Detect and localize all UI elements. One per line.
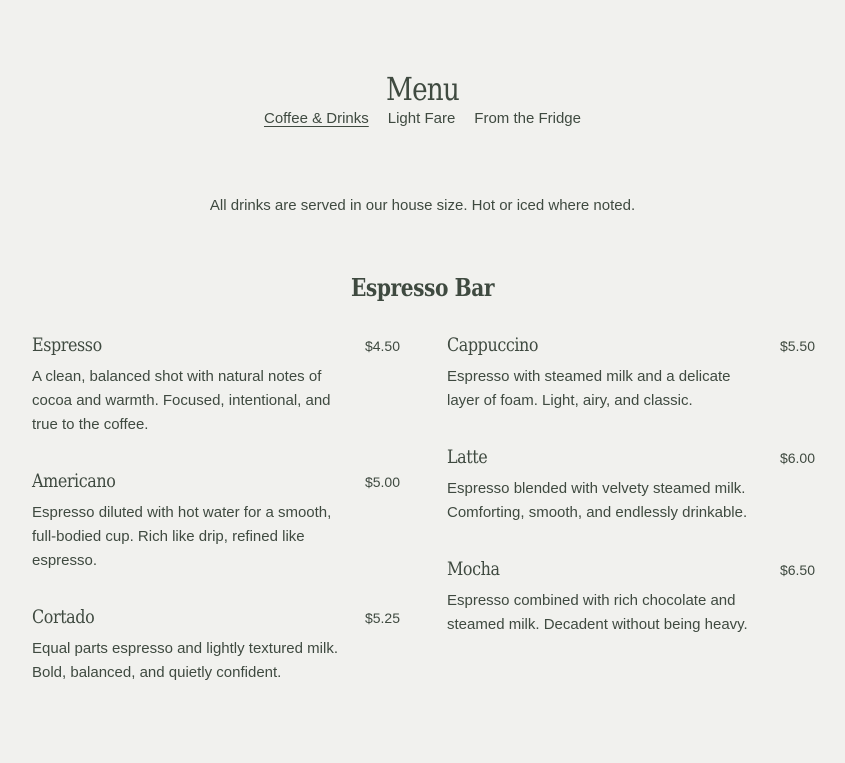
menu-column-left: [32, 332, 400, 740]
item-description: Espresso with steamed milk and a delicate layer of foam. Light, airy, and classic.: [447, 368, 731, 409]
menu-tabs: [0, 109, 845, 129]
menu-item-cortado: [32, 604, 400, 740]
item-description: Espresso blended with velvety steamed milk. Comforting, smooth, and endlessly drinkable.: [447, 480, 748, 521]
page-title: Menu: [386, 70, 459, 109]
tab-coffee-drinks[interactable]: Coffee & Drinks: [263, 110, 369, 127]
menu-intro: All drinks are served in our house size. Hot or iced where noted.: [209, 197, 636, 214]
item-price: $6.00: [779, 450, 815, 466]
tab-from-the-fridge[interactable]: From the Fridge: [474, 110, 581, 127]
tab-light-fare[interactable]: Light Fare: [387, 110, 456, 127]
item-description: A clean, balanced shot with natural notes of cocoa and warmth. Focused, intentional, and true to the coffee.: [32, 368, 331, 433]
item-price: $5.00: [364, 474, 400, 490]
item-description: Equal parts espresso and lightly textured milk. Bold, balanced, and quietly confident.: [32, 640, 338, 681]
menu-item-cappuccino: [447, 332, 815, 444]
item-price: $5.50: [779, 338, 815, 354]
item-description: Espresso diluted with hot water for a smooth, full-bodied cup. Rich like drip, refined like espresso.: [32, 504, 332, 569]
menu-item-latte: [447, 444, 815, 556]
item-description: Espresso combined with rich chocolate and steamed milk. Decadent without being heavy.: [447, 592, 748, 633]
item-price: $5.25: [364, 610, 400, 626]
item-name: Cortado: [32, 606, 95, 628]
item-name: Mocha: [447, 558, 500, 580]
menu-item-espresso: [32, 332, 400, 468]
menu-item-americano: [32, 468, 400, 604]
item-name: Latte: [447, 446, 488, 468]
item-price: $4.50: [364, 338, 400, 354]
menu-item-mocha: [447, 556, 815, 668]
section-title: Espresso Bar: [350, 272, 495, 302]
item-name: Americano: [32, 470, 116, 492]
item-name: Espresso: [32, 334, 102, 356]
item-price: $6.50: [779, 562, 815, 578]
menu-column-right: [447, 332, 815, 668]
item-name: Cappuccino: [447, 334, 539, 356]
